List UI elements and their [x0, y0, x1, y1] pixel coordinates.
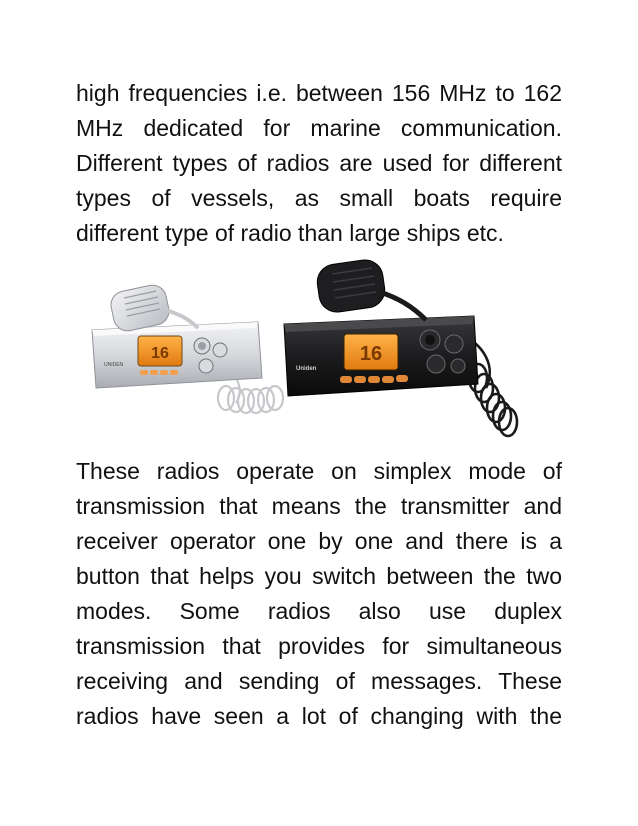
paragraph-line: transmission that provides for simultaneous — [76, 633, 562, 659]
paragraph-line: receiving and sending of messages. These — [76, 668, 562, 694]
paragraph-line: modes. Some radios also use duplex — [76, 598, 562, 624]
paragraph-line: button that helps you switch between the two — [76, 563, 562, 589]
silver-radio — [92, 283, 283, 413]
paragraph-line: These radios operate on simplex mode of — [76, 458, 562, 484]
large-radio-brand: Uniden — [296, 366, 317, 372]
paragraph-line: different type of radio than large ships etc. — [76, 220, 504, 246]
paragraph-2 — [76, 454, 562, 734]
paragraph-line: MHz dedicated for marine communication. — [76, 115, 562, 141]
paragraph-line: Different types of radios are used for different — [76, 150, 562, 176]
paragraph-1 — [76, 76, 562, 251]
small-radio-channel: 16 — [151, 345, 169, 362]
paragraph-line: receiver operator one by one and there is a — [76, 528, 562, 554]
small-radio-brand: UNIDEN — [104, 362, 124, 368]
marine-radios-image — [86, 258, 556, 438]
black-radio — [284, 258, 517, 436]
large-radio-channel: 16 — [359, 343, 383, 365]
paragraph-line: transmission that means the transmitter and — [76, 493, 562, 519]
paragraph-line: radios have seen a lot of changing with the — [76, 703, 562, 729]
paragraph-line: types of vessels, as small boats require — [76, 185, 562, 211]
paragraph-line: high frequencies i.e. between 156 MHz to 162 — [76, 80, 562, 106]
